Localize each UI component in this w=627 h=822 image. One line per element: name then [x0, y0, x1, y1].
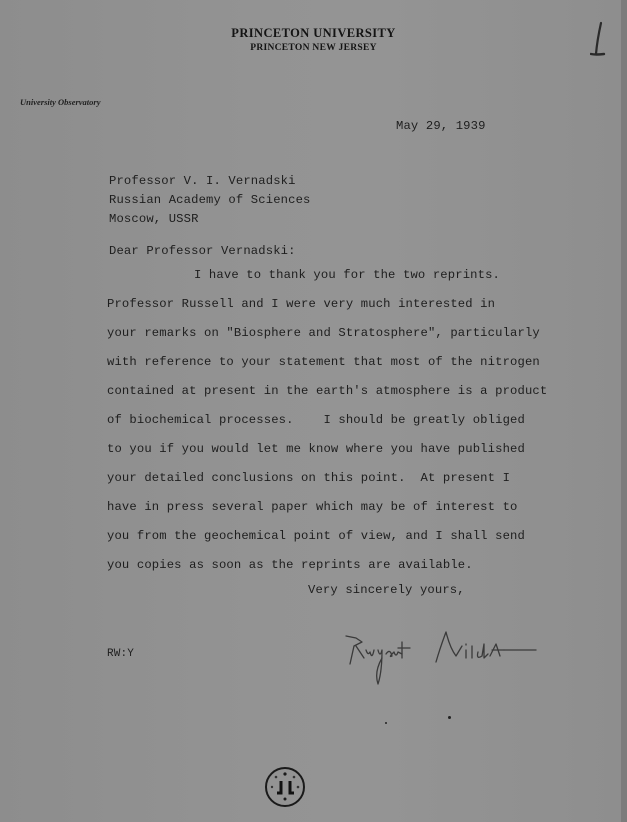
body-line: with reference to your statement that most of the nitrogen: [107, 355, 540, 369]
body-line: contained at present in the earth's atmosphere is a product: [107, 384, 548, 398]
archive-stamp-icon: [263, 765, 307, 814]
body-line: I have to thank you for the two reprints.: [194, 268, 501, 282]
letter-date: May 29, 1939: [396, 119, 486, 133]
body-line: your detailed conclusions on this point. At present I: [107, 471, 511, 485]
recipient-city: Moscow, USSR: [109, 212, 199, 226]
body-line: you copies as soon as the reprints are available.: [107, 558, 473, 572]
body-line: have in press several paper which may be of interest to: [107, 500, 518, 514]
body-line: your remarks on "Biosphere and Stratosphere", particularly: [107, 326, 540, 340]
ink-speck: [448, 716, 451, 719]
letterhead-institution: PRINCETON UNIVERSITY: [231, 26, 396, 40]
recipient-name: Professor V. I. Vernadski: [109, 174, 296, 188]
letterhead-location: PRINCETON NEW JERSEY: [250, 43, 377, 53]
handwritten-page-number-icon: [590, 20, 610, 69]
letterhead-department: University Observatory: [20, 97, 101, 107]
body-line: of biochemical processes. I should be greatly obliged: [107, 413, 525, 427]
handwritten-signature: [340, 628, 550, 703]
body-line: to you if you would let me know where you have published: [107, 442, 525, 456]
salutation: Dear Professor Vernadski:: [109, 244, 296, 258]
ink-speck: [385, 722, 387, 724]
body-line: Professor Russell and I were very much interested in: [107, 297, 496, 311]
typist-initials: RW:Y: [107, 648, 135, 660]
closing: Very sincerely yours,: [308, 583, 465, 597]
body-line: you from the geochemical point of view, and I shall send: [107, 529, 525, 543]
recipient-organization: Russian Academy of Sciences: [109, 193, 311, 207]
